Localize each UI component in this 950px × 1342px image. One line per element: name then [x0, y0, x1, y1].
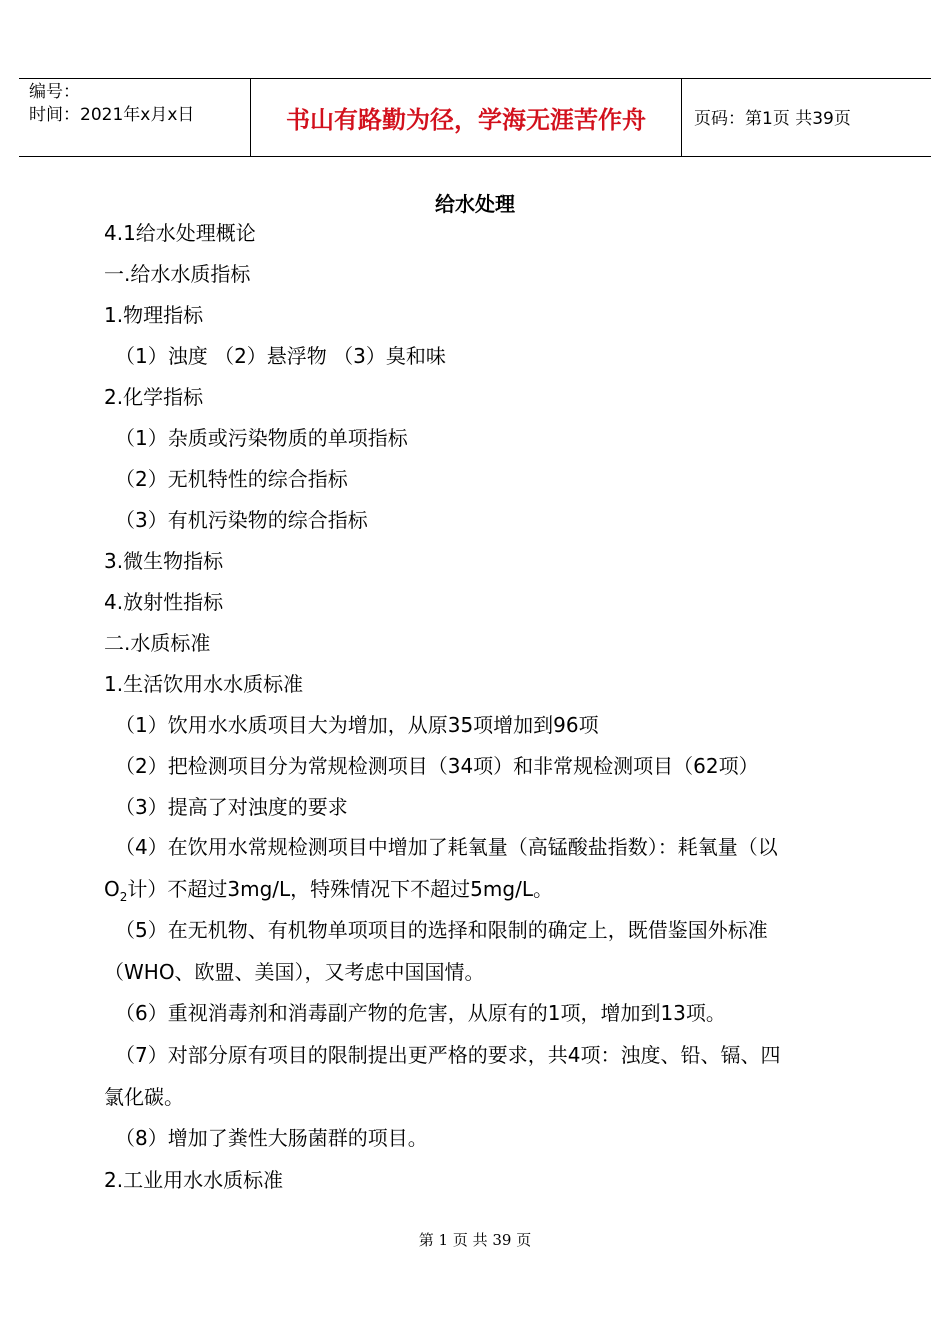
paragraph-line: 4.放射性指标 — [104, 590, 224, 614]
paragraph-line: （1）杂质或污染物质的单项指标 — [115, 426, 408, 450]
subsection-heading: 二.水质标准 — [104, 631, 211, 655]
motto-text: 书山有路勤为径，学海无涯苦作舟 — [286, 106, 646, 134]
document-title: 给水处理 — [435, 192, 515, 216]
date-label: 时间：2021年x月x日 — [29, 105, 195, 125]
o2-line-rest: 计）不超过3mg/L，特殊情况下不超过5mg/L。 — [127, 877, 553, 901]
paragraph-line: （2）无机特性的综合指标 — [115, 467, 348, 491]
subsection-heading: 一.给水水质指标 — [104, 262, 251, 286]
serial-number-label: 编号： — [29, 82, 80, 102]
header-motto-cell — [251, 79, 682, 156]
o2-formula-o: O — [104, 877, 120, 901]
paragraph-line-continued — [104, 875, 553, 903]
paragraph-line: （1）饮用水水质项目大为增加，从原35项增加到96项 — [115, 713, 599, 737]
page-info: 页码：第1页 共39页 — [694, 109, 851, 129]
section-heading: 4.1给水处理概论 — [104, 221, 256, 245]
paragraph-line: 2.化学指标 — [104, 385, 204, 409]
paragraph-line: （2）把检测项目分为常规检测项目（34项）和非常规检测项目（62项） — [115, 754, 759, 778]
document-header — [19, 78, 931, 157]
paragraph-line: （4）在饮用水常规检测项目中增加了耗氧量（高锰酸盐指数）：耗氧量（以 — [115, 835, 778, 859]
paragraph-line-continued: （WHO、欧盟、美国），又考虑中国国情。 — [104, 960, 485, 984]
paragraph-line: 3.微生物指标 — [104, 549, 224, 573]
paragraph-line: （7）对部分原有项目的限制提出更严格的要求，共4项：浊度、铅、镉、四 — [115, 1043, 781, 1067]
header-left-cell — [19, 79, 251, 156]
paragraph-line: 2.工业用水水质标准 — [104, 1168, 284, 1192]
paragraph-line: 1.物理指标 — [104, 303, 204, 327]
paragraph-line: （8）增加了粪性大肠菌群的项目。 — [115, 1126, 428, 1150]
paragraph-line: （5）在无机物、有机物单项项目的选择和限制的确定上，既借鉴国外标准 — [115, 918, 768, 942]
paragraph-line: （1）浊度 （2）悬浮物 （3）臭和味 — [115, 344, 446, 368]
paragraph-line: （3）提高了对浊度的要求 — [115, 795, 348, 819]
paragraph-line: （6）重视消毒剂和消毒副产物的危害，从原有的1项，增加到13项。 — [115, 1001, 726, 1025]
paragraph-line-continued: 氯化碳。 — [104, 1085, 184, 1109]
paragraph-line: 1.生活饮用水水质标准 — [104, 672, 304, 696]
o2-formula-subscript: 2 — [119, 890, 128, 904]
paragraph-line: （3）有机污染物的综合指标 — [115, 508, 368, 532]
header-page-cell — [682, 79, 931, 156]
page-footer: 第 1 页 共 39 页 — [418, 1231, 532, 1249]
